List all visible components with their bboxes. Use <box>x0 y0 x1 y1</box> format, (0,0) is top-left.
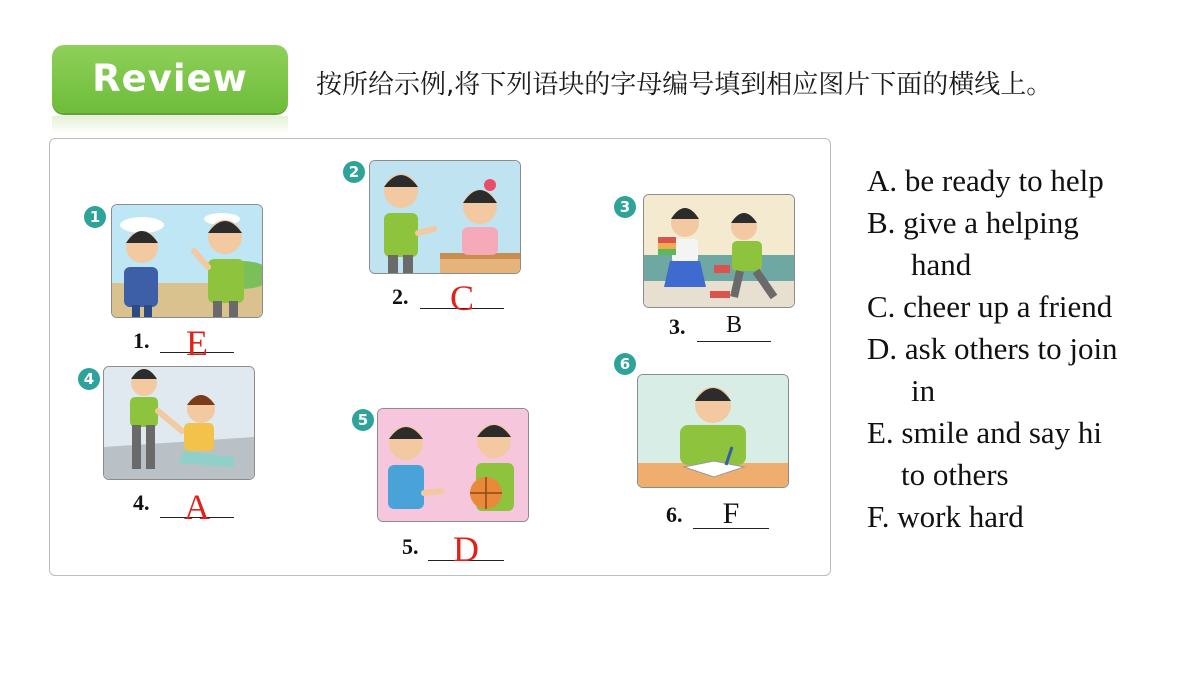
answer-3: B <box>725 312 742 338</box>
review-label: Review <box>92 57 248 100</box>
option-f: F. work hard <box>867 499 1024 534</box>
picture-4-ready-to-help <box>103 366 255 480</box>
picture-4-badge: 4 <box>78 368 100 390</box>
picture-3-badge: 3 <box>614 196 636 218</box>
picture-3-helping-hand <box>643 194 795 308</box>
picture-6-badge: 6 <box>614 353 636 375</box>
answer-2: C <box>449 278 474 318</box>
options-list <box>867 160 1187 538</box>
answer-4: A <box>184 487 210 527</box>
question-3-number: 3. <box>669 314 686 339</box>
option-a: A. be ready to help <box>867 163 1104 198</box>
option-b-continued: hand <box>911 247 972 282</box>
answer-3-line <box>697 341 771 342</box>
question-1-number: 1. <box>133 328 150 353</box>
picture-1-badge: 1 <box>84 206 106 228</box>
picture-5-badge: 5 <box>352 409 374 431</box>
picture-5-ask-to-join <box>377 408 529 522</box>
option-b: B. give a helping <box>867 205 1079 240</box>
picture-6-work-hard <box>637 374 789 488</box>
review-badge-shadow <box>52 116 288 134</box>
answer-6: F <box>722 497 740 530</box>
option-e-continued: to others <box>901 457 1009 492</box>
option-d: D. ask others to join <box>867 331 1118 366</box>
answer-1: E <box>186 323 208 363</box>
option-c: C. cheer up a friend <box>867 289 1113 324</box>
option-d-continued: in <box>911 373 936 408</box>
instruction-text: 按所给示例,将下列语块的字母编号填到相应图片下面的横线上。 <box>316 70 1053 100</box>
option-e: E. smile and say hi <box>867 415 1103 450</box>
question-4-number: 4. <box>133 490 150 515</box>
picture-2-cheer-up <box>369 160 521 274</box>
picture-1-greeting <box>111 204 263 318</box>
answer-5: D <box>453 529 479 569</box>
question-2-number: 2. <box>392 284 409 309</box>
picture-2-badge: 2 <box>343 161 365 183</box>
question-5-number: 5. <box>402 534 419 559</box>
question-6-number: 6. <box>666 502 683 527</box>
